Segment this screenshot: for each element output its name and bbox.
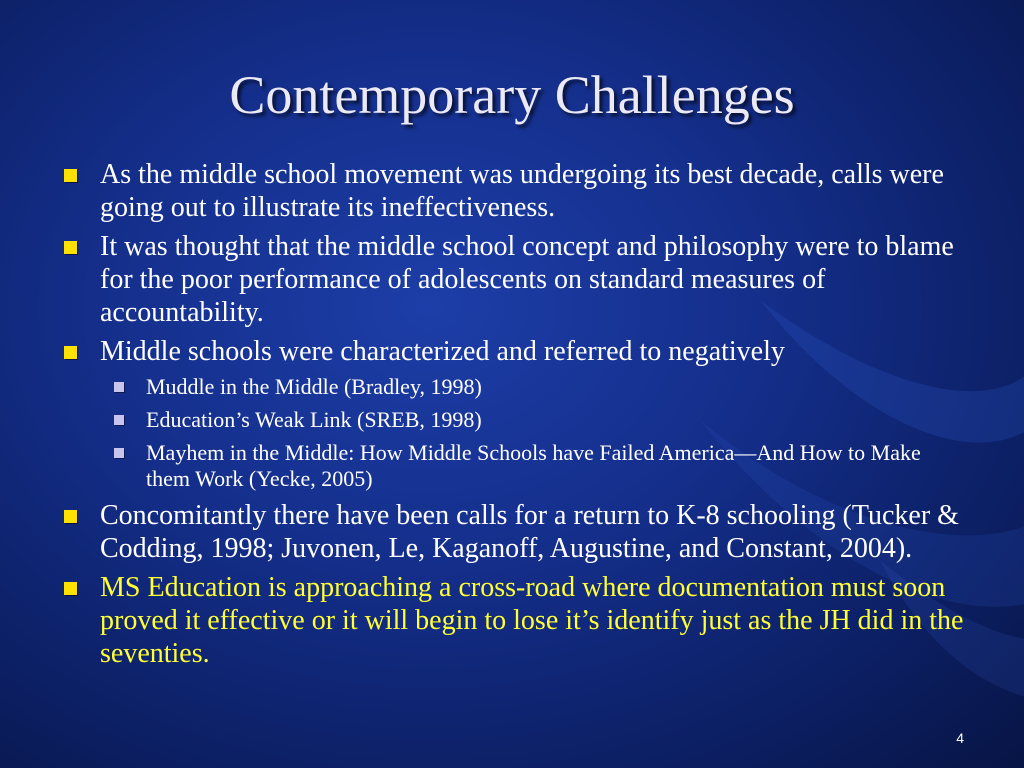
- sub-bullet-item: [112, 440, 967, 492]
- sub-bullet-text: Education’s Weak Link (SREB, 1998): [146, 407, 482, 432]
- bullet-item: [62, 158, 967, 224]
- slide-title: Contemporary Challenges: [229, 65, 795, 125]
- sub-bullet-text: Mayhem in the Middle: How Middle Schools have Failed America—And How to Make them Work (Yecke, 2005): [146, 440, 921, 491]
- bullet-text: Concomitantly there have been calls for a return to K-8 schooling (Tucker & Codding, 1998; Juvonen, Le, Kaganoff, Augustine, and Constant, 2004).: [100, 500, 959, 564]
- sub-bullet-text: Muddle in the Middle (Bradley, 1998): [146, 374, 482, 399]
- square-sub-bullet-icon: [114, 382, 124, 392]
- sub-bullet-item: [112, 407, 967, 433]
- square-sub-bullet-icon: [114, 448, 124, 458]
- bullet-text: MS Education is approaching a cross-road where documentation must soon proved it effective or it will begin to lose it’s identify just as the JH did in the seventies.: [100, 572, 964, 669]
- square-bullet-icon: [64, 241, 77, 254]
- bullet-list: [62, 158, 967, 676]
- square-bullet-icon: [64, 582, 77, 595]
- sub-bullet-item: [112, 374, 967, 400]
- slide-number: 4: [956, 730, 964, 746]
- bullet-text: As the middle school movement was undergoing its best decade, calls were going out to illustrate its ineffectiveness.: [100, 159, 944, 223]
- bullet-item: [62, 230, 967, 329]
- bullet-text: Middle schools were characterized and referred to negatively: [100, 336, 785, 367]
- bullet-item: [62, 499, 967, 565]
- bullet-item: [62, 335, 967, 368]
- square-bullet-icon: [64, 346, 77, 359]
- square-sub-bullet-icon: [114, 415, 124, 425]
- square-bullet-icon: [64, 169, 77, 182]
- highlighted-bullet-item: [62, 571, 967, 670]
- square-bullet-icon: [64, 510, 77, 523]
- bullet-text: It was thought that the middle school concept and philosophy were to blame for the poor performance of adolescents on standard measures of accountability.: [100, 231, 954, 328]
